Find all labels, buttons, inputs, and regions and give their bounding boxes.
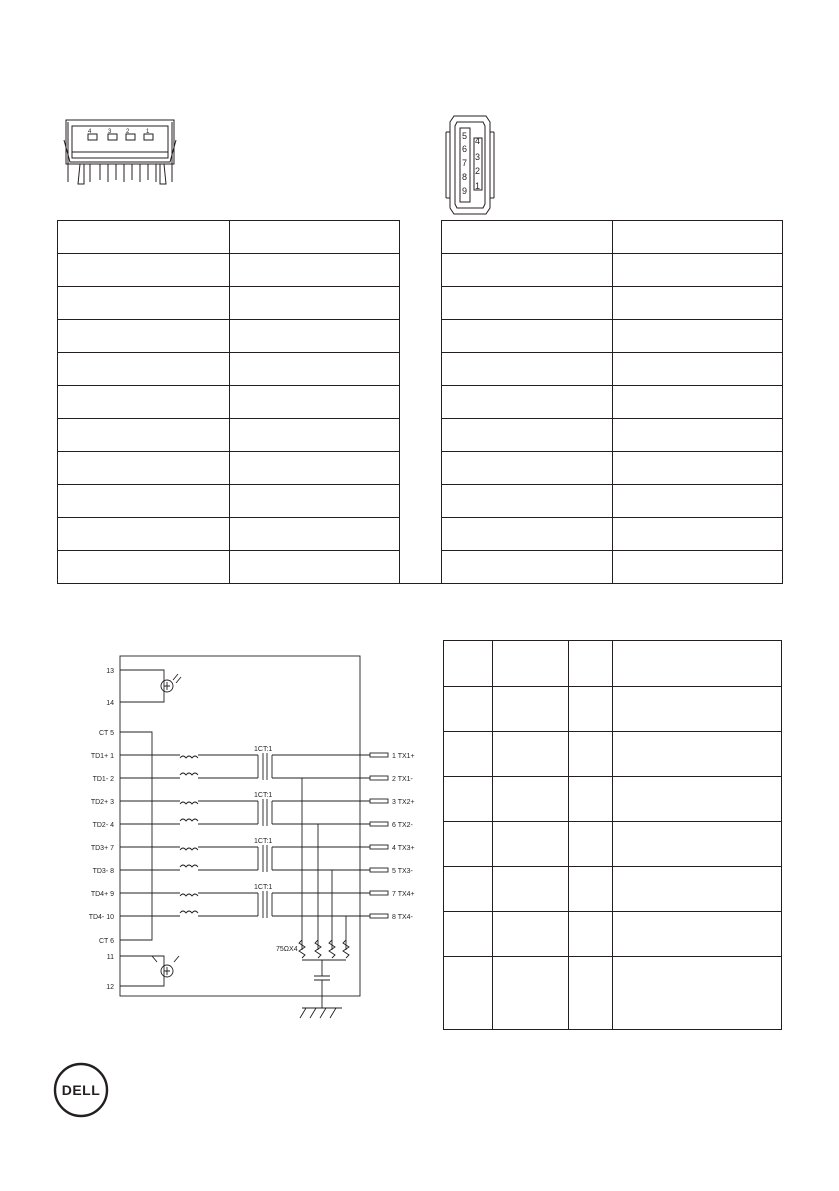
rj45-right-pin-tx2n: 6 TX2- <box>392 822 413 829</box>
rj45-left-pin-td2p: TD2+ 3 <box>90 799 114 806</box>
rj45-pin-table <box>443 640 782 1030</box>
rj45-left-pin-td2n: TD2- 4 <box>92 822 114 829</box>
rj45-left-pin-td4n: TD4- 10 <box>88 914 114 921</box>
usb-a-pin-3: 3 <box>108 129 112 135</box>
dell-logo-text: DELL <box>61 1082 101 1098</box>
usb-b-pin-9: 9 <box>462 186 468 196</box>
rj45-left-pin-11: 11 <box>106 954 114 961</box>
rj45-left-pin-td3p: TD3+ 7 <box>90 845 114 852</box>
usb-b-pin-6: 6 <box>462 144 468 154</box>
rj45-left-pin-ct6: CT 6 <box>98 938 114 945</box>
transformer-ratio-label: 1CT:1 <box>254 746 273 753</box>
usb-b-pin-8: 8 <box>462 172 468 182</box>
usb-a-pin-1: 1 <box>146 129 150 135</box>
rj45-left-pin-td1n: TD1- 2 <box>92 776 114 783</box>
usb-b-pin-4: 4 <box>475 136 481 146</box>
usb-b-pin-7: 7 <box>462 158 468 168</box>
rj45-right-pin-tx3p: 4 TX3+ <box>392 845 415 852</box>
schematic-outline <box>120 656 360 996</box>
rj45-left-pin-12: 12 <box>106 984 114 991</box>
transformer-ratio-label: 1CT:1 <box>254 838 273 845</box>
dell-logo <box>52 1061 110 1119</box>
table-joining-rule <box>399 583 442 584</box>
rj45-right-pin-tx2p: 3 TX2+ <box>392 799 415 806</box>
rj45-right-pin-tx3n: 5 TX3- <box>392 868 413 875</box>
usb-b-connector-drawing <box>444 112 496 217</box>
rj45-right-pin-tx1n: 2 TX1- <box>392 776 413 783</box>
usb-b-pin-5: 5 <box>462 131 468 141</box>
usb-b-pin-2: 2 <box>475 166 481 176</box>
rj45-right-pin-tx4p: 7 TX4+ <box>392 891 415 898</box>
usb-a-connector-drawing <box>60 112 180 187</box>
rj45-right-pin-tx1p: 1 TX1+ <box>392 753 415 760</box>
rj45-right-pin-tx4n: 8 TX4- <box>392 914 413 921</box>
rj45-left-pin-td3n: TD3- 8 <box>92 868 114 875</box>
rj45-schematic <box>70 650 430 1030</box>
usb-b-pin-3: 3 <box>475 152 481 162</box>
usb-b-pin-1: 1 <box>475 181 481 191</box>
rj45-left-pin-td1p: TD1+ 1 <box>90 753 114 760</box>
rj45-left-pin-14: 14 <box>106 700 114 707</box>
rj45-left-pin-13: 13 <box>106 668 114 675</box>
usb-b-pin-table <box>441 220 783 584</box>
usb-a-pin-2: 2 <box>126 129 130 135</box>
usb-a-pin-4: 4 <box>88 129 92 135</box>
transformer-ratio-label: 1CT:1 <box>254 884 273 891</box>
resistor-label: 75ΩX4 <box>276 946 298 953</box>
rj45-left-pin-ct5: CT 5 <box>98 730 114 737</box>
transformer-ratio-label: 1CT:1 <box>254 792 273 799</box>
rj45-left-pin-td4p: TD4+ 9 <box>90 891 114 898</box>
usb-a-pin-table <box>57 220 400 584</box>
